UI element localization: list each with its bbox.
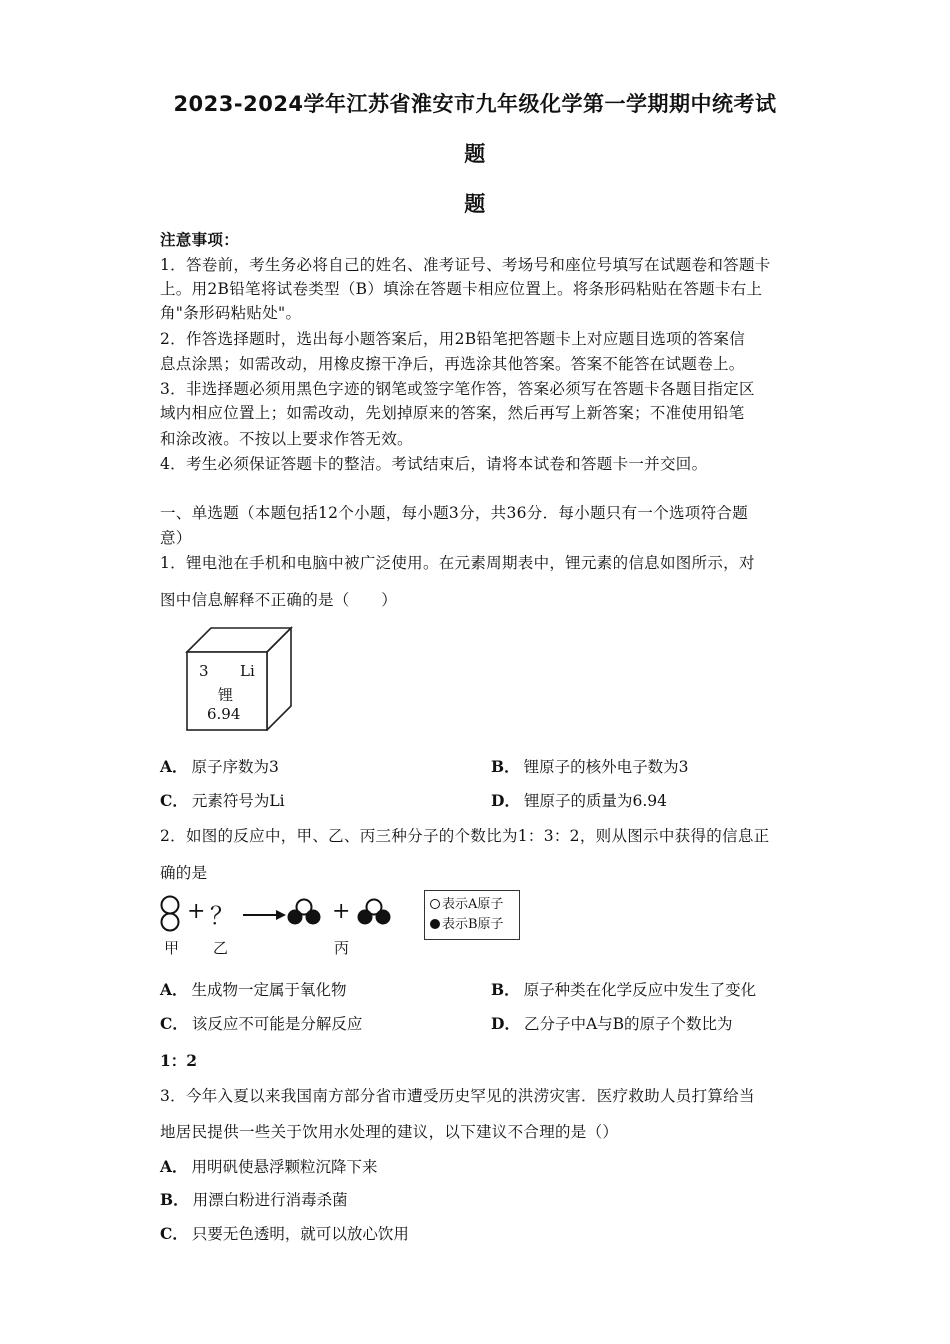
q3-option-a[interactable] xyxy=(160,1155,378,1177)
q2-option-b[interactable] xyxy=(491,978,756,1000)
plus-sign: + xyxy=(187,899,206,924)
option-text: 乙分子中A与B的原子个数比为 xyxy=(523,1015,733,1033)
option-key: B． xyxy=(491,980,520,999)
legend-row-b xyxy=(430,915,519,935)
legend-a-text: 表示A原子 xyxy=(442,897,504,912)
page-title-cont: 题 xyxy=(464,142,486,166)
q3-option-b[interactable] xyxy=(160,1188,348,1210)
option-text: 原子种类在化学反应中发生了变化 xyxy=(523,981,757,999)
option-key: A． xyxy=(160,757,188,776)
legend-b-text: 表示B原子 xyxy=(442,917,504,932)
q1-stem-cont: 图中信息解释不正确的是（ ） xyxy=(160,591,398,609)
section-heading-cont: 意） xyxy=(160,529,192,547)
notice-line: 息点涂黑；如需改动，用橡皮擦干净后，再选涂其他答案。答案不能答在试题卷上。 xyxy=(160,355,745,373)
atomic-number: 3 xyxy=(199,662,209,680)
notice-line: 1．答卷前，考生务必将自己的姓名、准考证号、考场号和座位号填写在试题卷和答题卡 xyxy=(160,256,771,274)
element-name: 锂 xyxy=(218,686,234,704)
option-key: C． xyxy=(160,1224,188,1243)
q1-option-b[interactable] xyxy=(491,755,688,777)
label-yi: 乙 xyxy=(213,939,229,957)
notice-line: 角"条形码粘贴处"。 xyxy=(160,304,302,322)
option-key: A． xyxy=(160,980,188,999)
option-key: C． xyxy=(160,791,188,810)
option-text: 锂原子的质量为6.94 xyxy=(523,792,667,810)
option-key: D． xyxy=(491,1014,520,1033)
plus-sign: + xyxy=(332,899,351,924)
notice-line: 和涂改液。不按以上要求作答无效。 xyxy=(160,430,413,448)
q2-stem-cont: 确的是 xyxy=(160,864,208,882)
q3-option-c[interactable] xyxy=(160,1222,409,1244)
atomic-mass: 6.94 xyxy=(207,705,241,723)
option-key: C． xyxy=(160,1014,188,1033)
option-text: 用漂白粉进行消毒杀菌 xyxy=(192,1191,348,1209)
q2-option-c[interactable] xyxy=(160,1012,362,1034)
option-text: 生成物一定属于氧化物 xyxy=(191,981,347,999)
section-heading: 一、单选题（本题包括12个小题，每小题3分，共36分．每小题只有一个选项符合题 xyxy=(160,504,749,522)
option-text: 锂原子的核外电子数为3 xyxy=(523,758,689,776)
notice-line: 4．考生必须保证答题卡的整洁。考试结束后，请将本试卷和答题卡一并交回。 xyxy=(160,455,708,473)
open-circle-icon xyxy=(430,899,440,909)
notice-heading: 注意事项： xyxy=(160,230,240,249)
q2-option-d-cont: 1：2 xyxy=(160,1051,198,1070)
lithium-element-card xyxy=(185,626,295,731)
notice-line: 上。用2B铅笔将试卷类型（B）填涂在答题卡相应位置上。将条形码粘贴在答题卡右上 xyxy=(160,280,763,298)
option-text: 该反应不可能是分解反应 xyxy=(191,1015,363,1033)
notice-line: 3．非选择题必须用黑色字迹的钢笔或签字笔作答，答案必须写在答题卡各题目指定区 xyxy=(160,380,755,398)
option-text: 原子序数为3 xyxy=(191,758,279,776)
page-title: 2023-2024学年江苏省淮安市九年级化学第一学期期中统考试 xyxy=(173,92,777,116)
label-jia: 甲 xyxy=(164,939,180,957)
option-key: A． xyxy=(160,1157,188,1176)
q2-option-d[interactable] xyxy=(491,1012,733,1034)
q3-stem: 3．今年入夏以来我国南方部分省市遭受历史罕见的洪涝灾害．医疗救助人员打算给当 xyxy=(160,1087,755,1105)
page-title-cont-2: 题 xyxy=(464,192,486,216)
reaction-diagram xyxy=(158,893,398,955)
notice-line: 域内相应位置上；如需改动，先划掉原来的答案，然后再写上新答案；不准使用铅笔 xyxy=(160,404,745,422)
notice-line: 2．作答选择题时，选出每小题答案后，用2B铅笔把答题卡上对应题目选项的答案信 xyxy=(160,330,746,348)
q2-option-a[interactable] xyxy=(160,978,347,1000)
q1-option-d[interactable] xyxy=(491,789,667,811)
element-symbol: Li xyxy=(240,662,255,680)
q3-stem-cont: 地居民提供一些关于饮用水处理的建议，以下建议不合理的是（） xyxy=(160,1123,619,1141)
q1-option-c[interactable] xyxy=(160,789,285,811)
atom-legend xyxy=(424,890,520,940)
q1-option-a[interactable] xyxy=(160,755,279,777)
option-key: B． xyxy=(491,757,520,776)
option-key: D． xyxy=(491,791,520,810)
label-bing: 丙 xyxy=(334,939,350,957)
option-key: B． xyxy=(160,1190,189,1209)
q2-stem: 2．如图的反应中，甲、乙、丙三种分子的个数比为1：3：2，则从图示中获得的信息正 xyxy=(160,827,770,845)
legend-row-a xyxy=(430,895,519,915)
filled-circle-icon xyxy=(430,919,440,929)
option-text: 只要无色透明，就可以放心饮用 xyxy=(191,1225,409,1243)
unknown-molecule: ？ xyxy=(210,902,234,930)
q1-stem: 1．锂电池在手机和电脑中被广泛使用。在元素周期表中，锂元素的信息如图所示，对 xyxy=(160,554,755,572)
option-text: 用明矾使悬浮颗粒沉降下来 xyxy=(191,1158,378,1176)
option-text: 元素符号为Li xyxy=(191,792,285,810)
